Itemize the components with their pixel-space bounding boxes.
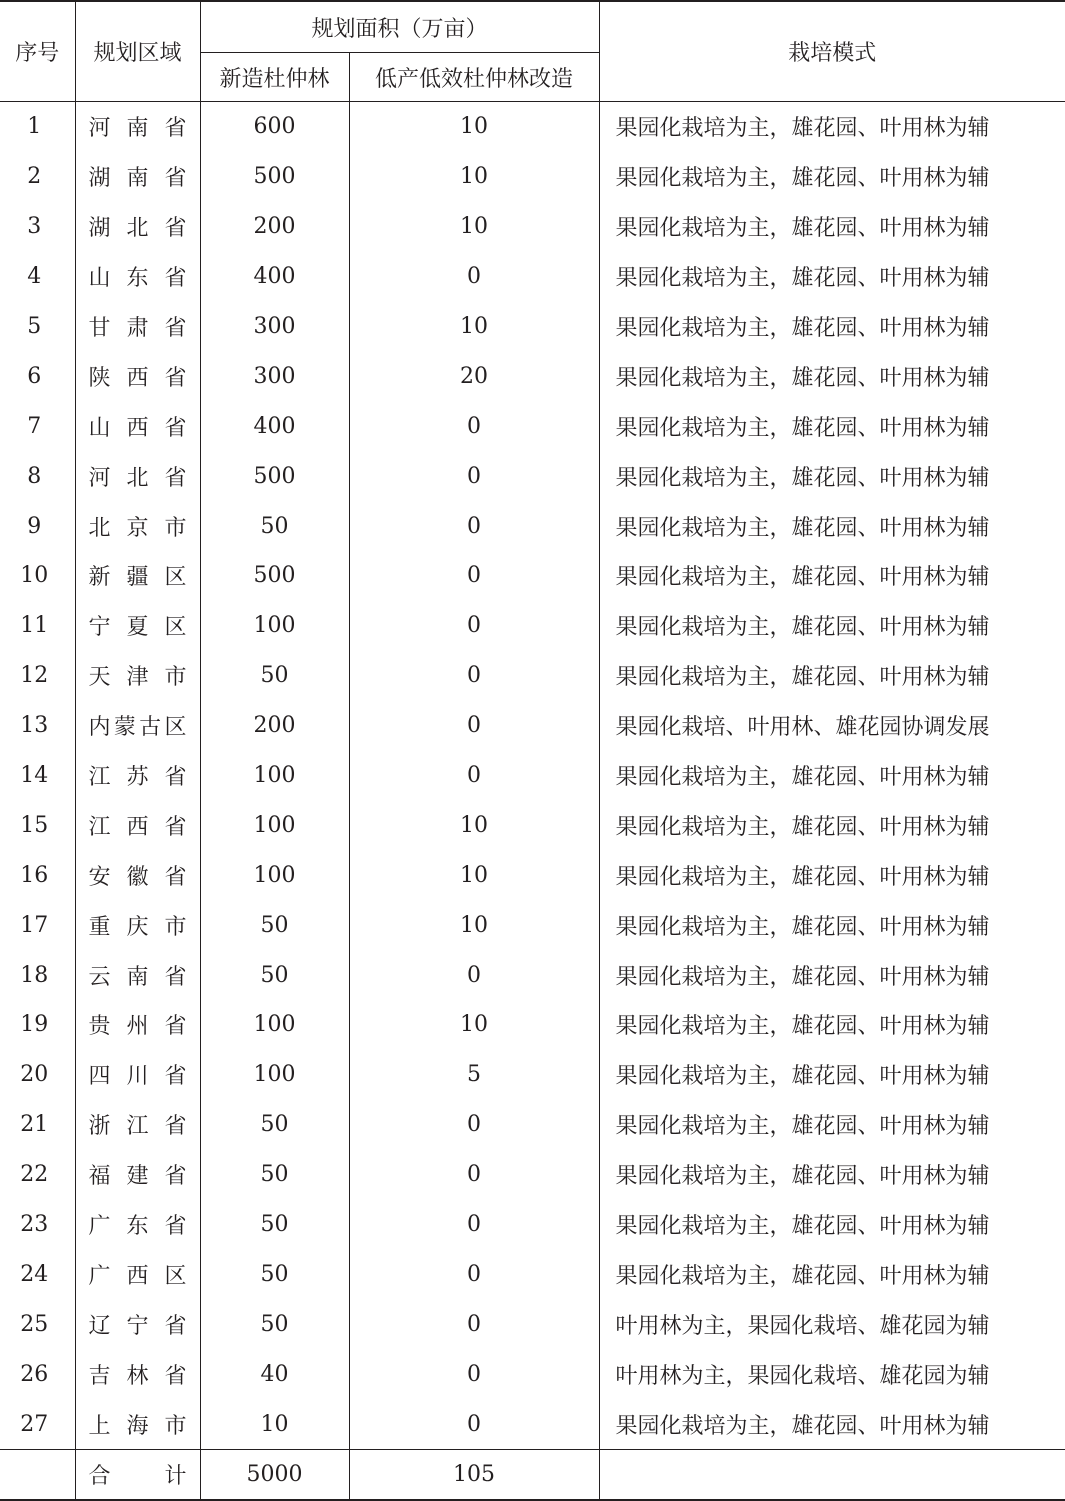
table-row bbox=[0, 701, 1065, 751]
row-seq: 15 bbox=[20, 812, 49, 838]
row-seq: 21 bbox=[20, 1112, 49, 1138]
row-seq: 17 bbox=[20, 912, 49, 938]
row-low-yield: 0 bbox=[349, 252, 599, 302]
row-seq: 2 bbox=[27, 164, 42, 190]
row-new-forest: 50 bbox=[200, 501, 349, 551]
table-body bbox=[0, 102, 1065, 1450]
row-low-yield: 10 bbox=[349, 302, 599, 352]
row-new-forest: 200 bbox=[200, 202, 349, 252]
table-row bbox=[0, 252, 1065, 302]
header-mode: 栽培模式 bbox=[599, 1, 1065, 102]
row-new-forest: 400 bbox=[200, 252, 349, 302]
row-new-forest: 40 bbox=[200, 1349, 349, 1399]
row-new-forest: 100 bbox=[200, 601, 349, 651]
row-region: 江苏省 bbox=[75, 751, 200, 801]
row-new-forest: 50 bbox=[200, 1150, 349, 1200]
row-region: 湖北省 bbox=[75, 202, 200, 252]
total-row bbox=[0, 1450, 1065, 1501]
row-seq: 5 bbox=[27, 314, 42, 339]
row-mode: 果园化栽培、叶用林、雄花园协调发展 bbox=[599, 701, 1065, 751]
row-seq: 14 bbox=[20, 763, 49, 789]
row-region: 新疆区 bbox=[75, 551, 200, 601]
row-new-forest: 100 bbox=[200, 850, 349, 900]
table-row bbox=[0, 202, 1065, 252]
row-region: 贵州省 bbox=[75, 1000, 200, 1050]
row-new-forest: 50 bbox=[200, 651, 349, 701]
row-seq: 4 bbox=[27, 264, 42, 290]
table-row bbox=[0, 401, 1065, 451]
row-mode: 果园化栽培为主，雄花园、叶用林为辅 bbox=[599, 1050, 1065, 1100]
row-mode: 果园化栽培为主，雄花园、叶用林为辅 bbox=[599, 1100, 1065, 1150]
row-new-forest: 600 bbox=[200, 102, 349, 152]
row-region: 内蒙古区 bbox=[75, 701, 200, 751]
row-low-yield: 0 bbox=[349, 451, 599, 501]
row-seq: 26 bbox=[20, 1361, 49, 1387]
row-mode: 果园化栽培为主，雄花园、叶用林为辅 bbox=[599, 1200, 1065, 1250]
row-low-yield: 0 bbox=[349, 1200, 599, 1250]
header-area-group: 规划面积（万亩） bbox=[200, 1, 599, 53]
row-region: 福建省 bbox=[75, 1150, 200, 1200]
row-mode: 叶用林为主，果园化栽培、雄花园为辅 bbox=[599, 1349, 1065, 1399]
table-row bbox=[0, 551, 1065, 601]
row-region: 山东省 bbox=[75, 252, 200, 302]
row-region: 山西省 bbox=[75, 401, 200, 451]
table-row bbox=[0, 1349, 1065, 1399]
row-mode: 果园化栽培为主，雄花园、叶用林为辅 bbox=[599, 551, 1065, 601]
table-row bbox=[0, 900, 1065, 950]
row-seq: 25 bbox=[20, 1311, 49, 1337]
row-seq: 11 bbox=[20, 613, 49, 639]
row-region: 江西省 bbox=[75, 800, 200, 850]
row-new-forest: 400 bbox=[200, 401, 349, 451]
row-mode: 果园化栽培为主，雄花园、叶用林为辅 bbox=[599, 252, 1065, 302]
row-low-yield: 0 bbox=[349, 1399, 599, 1449]
row-region: 甘肃省 bbox=[75, 302, 200, 352]
row-low-yield: 20 bbox=[349, 351, 599, 401]
total-new: 5000 bbox=[200, 1450, 349, 1501]
row-mode: 果园化栽培为主，雄花园、叶用林为辅 bbox=[599, 601, 1065, 651]
row-region: 辽宁省 bbox=[75, 1299, 200, 1349]
row-new-forest: 100 bbox=[200, 800, 349, 850]
row-seq: 23 bbox=[20, 1212, 49, 1238]
row-mode: 果园化栽培为主，雄花园、叶用林为辅 bbox=[599, 152, 1065, 202]
row-seq: 19 bbox=[20, 1012, 49, 1038]
row-mode: 果园化栽培为主，雄花园、叶用林为辅 bbox=[599, 1399, 1065, 1449]
header-seq: 序号 bbox=[0, 1, 75, 102]
row-low-yield: 0 bbox=[349, 501, 599, 551]
row-new-forest: 100 bbox=[200, 1000, 349, 1050]
row-mode: 果园化栽培为主，雄花园、叶用林为辅 bbox=[599, 651, 1065, 701]
row-seq: 6 bbox=[27, 363, 42, 389]
row-new-forest: 500 bbox=[200, 451, 349, 501]
row-mode: 果园化栽培为主，雄花园、叶用林为辅 bbox=[599, 202, 1065, 252]
table-row bbox=[0, 651, 1065, 701]
table-row bbox=[0, 601, 1065, 651]
row-region: 北京市 bbox=[75, 501, 200, 551]
row-low-yield: 10 bbox=[349, 152, 599, 202]
row-mode: 果园化栽培为主，雄花园、叶用林为辅 bbox=[599, 850, 1065, 900]
row-low-yield: 0 bbox=[349, 651, 599, 701]
row-new-forest: 500 bbox=[200, 152, 349, 202]
row-mode: 叶用林为主，果园化栽培、雄花园为辅 bbox=[599, 1299, 1065, 1349]
row-low-yield: 10 bbox=[349, 1000, 599, 1050]
row-mode: 果园化栽培为主，雄花园、叶用林为辅 bbox=[599, 1000, 1065, 1050]
table-row bbox=[0, 1399, 1065, 1449]
table-row bbox=[0, 1299, 1065, 1349]
row-region: 浙江省 bbox=[75, 1100, 200, 1150]
table-footer bbox=[0, 1450, 1065, 1501]
row-region: 上海市 bbox=[75, 1399, 200, 1449]
table-row bbox=[0, 1249, 1065, 1299]
row-new-forest: 200 bbox=[200, 701, 349, 751]
row-seq: 20 bbox=[20, 1062, 49, 1088]
row-new-forest: 100 bbox=[200, 751, 349, 801]
table-row bbox=[0, 1150, 1065, 1200]
table-row bbox=[0, 501, 1065, 551]
row-low-yield: 0 bbox=[349, 551, 599, 601]
row-new-forest: 100 bbox=[200, 1050, 349, 1100]
row-new-forest: 50 bbox=[200, 1200, 349, 1250]
row-new-forest: 50 bbox=[200, 950, 349, 1000]
table-row bbox=[0, 800, 1065, 850]
row-region: 四川省 bbox=[75, 1050, 200, 1100]
table-row bbox=[0, 302, 1065, 352]
row-low-yield: 10 bbox=[349, 202, 599, 252]
row-low-yield: 10 bbox=[349, 800, 599, 850]
header-region: 规划区域 bbox=[75, 1, 200, 102]
row-mode: 果园化栽培为主，雄花园、叶用林为辅 bbox=[599, 751, 1065, 801]
row-region: 广东省 bbox=[75, 1200, 200, 1250]
row-mode: 果园化栽培为主，雄花园、叶用林为辅 bbox=[599, 351, 1065, 401]
table-row bbox=[0, 451, 1065, 501]
table-row bbox=[0, 351, 1065, 401]
row-seq: 24 bbox=[20, 1261, 49, 1287]
row-seq: 12 bbox=[20, 663, 49, 689]
total-seq-cell bbox=[0, 1450, 75, 1501]
row-new-forest: 300 bbox=[200, 302, 349, 352]
row-seq: 22 bbox=[20, 1162, 49, 1188]
table-row bbox=[0, 1200, 1065, 1250]
row-new-forest: 500 bbox=[200, 551, 349, 601]
table-row bbox=[0, 1100, 1065, 1150]
table-row bbox=[0, 1000, 1065, 1050]
row-low-yield: 0 bbox=[349, 751, 599, 801]
total-mode-cell bbox=[599, 1450, 1065, 1501]
table-row bbox=[0, 751, 1065, 801]
row-low-yield: 10 bbox=[349, 900, 599, 950]
row-low-yield: 0 bbox=[349, 1100, 599, 1150]
row-region: 河南省 bbox=[75, 102, 200, 152]
row-low-yield: 0 bbox=[349, 1349, 599, 1399]
row-seq: 18 bbox=[20, 962, 49, 988]
row-low-yield: 5 bbox=[349, 1050, 599, 1100]
row-low-yield: 0 bbox=[349, 401, 599, 451]
row-low-yield: 10 bbox=[349, 102, 599, 152]
row-mode: 果园化栽培为主，雄花园、叶用林为辅 bbox=[599, 501, 1065, 551]
row-region: 重庆市 bbox=[75, 900, 200, 950]
row-new-forest: 10 bbox=[200, 1399, 349, 1449]
table-header bbox=[0, 1, 1065, 102]
row-region: 河北省 bbox=[75, 451, 200, 501]
row-mode: 果园化栽培为主，雄花园、叶用林为辅 bbox=[599, 800, 1065, 850]
row-region: 陕西省 bbox=[75, 351, 200, 401]
row-seq: 9 bbox=[27, 513, 42, 539]
total-low: 105 bbox=[349, 1450, 599, 1501]
row-low-yield: 0 bbox=[349, 601, 599, 651]
table-row bbox=[0, 950, 1065, 1000]
total-label: 合计 bbox=[75, 1450, 200, 1501]
row-low-yield: 10 bbox=[349, 850, 599, 900]
row-low-yield: 0 bbox=[349, 1299, 599, 1349]
row-mode: 果园化栽培为主，雄花园、叶用林为辅 bbox=[599, 900, 1065, 950]
row-seq: 7 bbox=[27, 413, 42, 439]
row-low-yield: 0 bbox=[349, 701, 599, 751]
table-row bbox=[0, 152, 1065, 202]
row-seq: 16 bbox=[20, 862, 49, 888]
row-seq: 3 bbox=[27, 214, 42, 240]
row-seq: 10 bbox=[20, 563, 49, 589]
row-mode: 果园化栽培为主，雄花园、叶用林为辅 bbox=[599, 1150, 1065, 1200]
row-region: 广西区 bbox=[75, 1249, 200, 1299]
row-region: 湖南省 bbox=[75, 152, 200, 202]
row-region: 宁夏区 bbox=[75, 601, 200, 651]
table-row bbox=[0, 850, 1065, 900]
table-row bbox=[0, 102, 1065, 152]
row-mode: 果园化栽培为主，雄花园、叶用林为辅 bbox=[599, 451, 1065, 501]
row-region: 云南省 bbox=[75, 950, 200, 1000]
row-new-forest: 50 bbox=[200, 1249, 349, 1299]
row-seq: 13 bbox=[20, 713, 49, 739]
table-row bbox=[0, 1050, 1065, 1100]
row-seq: 8 bbox=[27, 463, 42, 489]
row-new-forest: 50 bbox=[200, 1100, 349, 1150]
row-mode: 果园化栽培为主，雄花园、叶用林为辅 bbox=[599, 302, 1065, 352]
row-new-forest: 50 bbox=[200, 900, 349, 950]
row-seq: 27 bbox=[20, 1411, 49, 1437]
row-new-forest: 50 bbox=[200, 1299, 349, 1349]
row-mode: 果园化栽培为主，雄花园、叶用林为辅 bbox=[599, 401, 1065, 451]
row-seq: 1 bbox=[27, 114, 42, 140]
row-region: 天津市 bbox=[75, 651, 200, 701]
row-mode: 果园化栽培为主，雄花园、叶用林为辅 bbox=[599, 950, 1065, 1000]
row-mode: 果园化栽培为主，雄花园、叶用林为辅 bbox=[599, 1249, 1065, 1299]
row-low-yield: 0 bbox=[349, 1150, 599, 1200]
header-low-yield: 低产低效杜仲林改造 bbox=[349, 53, 599, 102]
row-new-forest: 300 bbox=[200, 351, 349, 401]
row-mode: 果园化栽培为主，雄花园、叶用林为辅 bbox=[599, 102, 1065, 152]
row-low-yield: 0 bbox=[349, 950, 599, 1000]
header-new-forest: 新造杜仲林 bbox=[200, 53, 349, 102]
row-region: 吉林省 bbox=[75, 1349, 200, 1399]
row-region: 安徽省 bbox=[75, 850, 200, 900]
row-low-yield: 0 bbox=[349, 1249, 599, 1299]
